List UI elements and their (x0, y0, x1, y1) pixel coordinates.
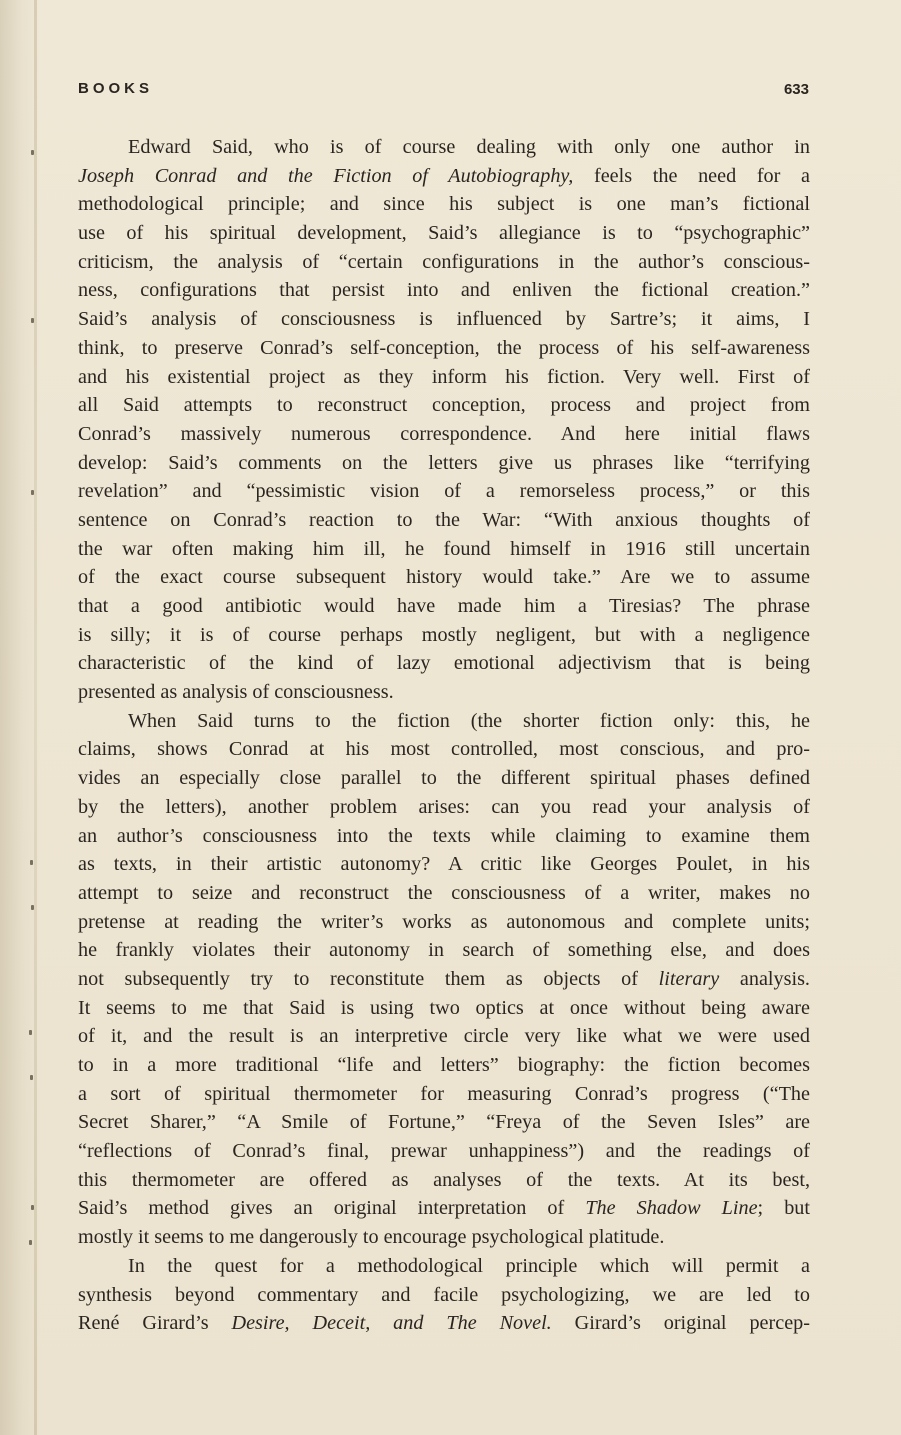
text-run: the war often making him ill, he found himself in 1916 still uncertain (78, 537, 810, 560)
text-run: to in a more traditional “life and letters” biography: the fiction becomes (78, 1054, 810, 1076)
text-run: develop: Said’s comments on the letters give us phrases like “terrifying (78, 451, 810, 474)
text-run: of the exact course subsequent history would take.” Are we to assume (78, 566, 810, 589)
text-run: revelation” and “pessimistic vision of a remorseless process,” or this (78, 480, 810, 503)
text-line (78, 190, 810, 219)
scan-speck (31, 318, 34, 323)
text-line (78, 822, 810, 851)
text-run: this thermometer are offered as analyses of the texts. At its best, (78, 1168, 810, 1191)
page-number: 633 (783, 81, 809, 98)
text-line (78, 1252, 810, 1281)
text-line (78, 1166, 810, 1195)
text-run: Girard’s original percep- (551, 1312, 810, 1335)
text-run: characteristic of the kind of lazy emotional adjectivism that is being (78, 652, 810, 675)
text-run: presented as analysis of consciousness. (78, 681, 394, 704)
text-run: synthesis beyond commentary and facile psychologizing, we are led to (78, 1283, 810, 1306)
text-run: that a good antibiotic would have made him a Tiresias? The phrase (78, 595, 810, 617)
text-line (78, 1137, 810, 1166)
text-line (78, 276, 810, 305)
text-run: claims, shows Conrad at his most controlled, most conscious, and pro- (78, 738, 810, 761)
text-run: It seems to me that Said is using two optics at once without being aware (78, 996, 810, 1019)
text-line (78, 391, 810, 420)
text-line (78, 908, 810, 937)
scan-speck (29, 1030, 32, 1035)
text-run: Conrad’s massively numerous correspondence. And here initial flaws (78, 422, 810, 445)
text-line (78, 879, 810, 908)
text-run: he frankly violates their autonomy in search of something else, and does (78, 939, 810, 962)
text-run: of it, and the result is an interpretive circle very like what we were used (78, 1025, 810, 1048)
scan-speck (31, 150, 34, 155)
italic-title: Joseph Conrad and the Fiction of Autobiography, (78, 164, 574, 187)
text-run: Secret Sharer,” “A Smile of Fortune,” “Freya of the Seven Isles” are (78, 1111, 810, 1134)
text-run: Edward Said, who is of course dealing with only one author in (128, 136, 810, 158)
text-line (78, 535, 810, 564)
text-line (78, 305, 810, 334)
text-line (78, 678, 810, 707)
text-run: vides an especially close parallel to the different spiritual phases defined (78, 767, 810, 790)
text-line (78, 133, 810, 162)
text-line (78, 1223, 810, 1252)
text-run: René Girard’s (78, 1312, 232, 1335)
scan-speck (29, 1240, 32, 1245)
binding-gutter (34, 0, 37, 1435)
text-line (78, 420, 810, 449)
text-run: an author’s consciousness into the texts while claiming to examine them (78, 824, 810, 847)
text-line (78, 850, 810, 879)
text-line (78, 449, 810, 478)
text-line (78, 1281, 810, 1310)
text-line (78, 621, 810, 650)
text-run: a sort of spiritual thermometer for measuring Conrad’s progress (“The (78, 1082, 810, 1105)
text-run: analysis. (719, 967, 810, 990)
italic-title: The Shadow Line (585, 1197, 758, 1220)
text-line (78, 965, 810, 994)
text-line (78, 1309, 810, 1338)
text-run: ; but (757, 1197, 810, 1220)
text-line (78, 1108, 810, 1137)
text-run: not subsequently try to reconstitute them as objects of (78, 967, 659, 990)
text-run: by the letters), another problem arises: can you read your analysis of (78, 795, 810, 818)
text-line (78, 1080, 810, 1109)
text-run: methodological principle; and since his subject is one man’s fictional (78, 193, 810, 216)
running-head: BOOKS (78, 80, 154, 97)
text-run: Said’s analysis of consciousness is influenced by Sartre’s; it aims, I (78, 308, 810, 331)
text-run: mostly it seems to me dangerously to encourage psychological platitude. (78, 1226, 665, 1249)
text-line (78, 793, 810, 822)
text-run: think, to preserve Conrad’s self-conception, the process of his self-awareness (78, 336, 810, 359)
text-line (78, 248, 810, 277)
italic-title: literary (658, 967, 720, 990)
text-run: and his existential project as they inform his fiction. Very well. First of (78, 365, 810, 388)
text-run: In the quest for a methodological principle which will permit a (128, 1254, 810, 1277)
text-line (78, 1194, 810, 1223)
text-run: “reflections of Conrad’s final, prewar unhappiness”) and the readings of (78, 1140, 810, 1163)
text-run: criticism, the analysis of “certain configurations in the author’s conscious- (78, 250, 810, 273)
text-line (78, 477, 810, 506)
text-run: as texts, in their artistic autonomy? A critic like Georges Poulet, in his (78, 853, 810, 876)
text-run: When Said turns to the fiction (the shorter fiction only: this, he (128, 709, 810, 732)
text-line (78, 764, 810, 793)
text-line (78, 219, 810, 248)
text-run: attempt to seize and reconstruct the consciousness of a writer, makes no (78, 881, 810, 904)
body-text (78, 133, 810, 1338)
scan-speck (30, 1075, 33, 1080)
scan-speck (30, 860, 33, 865)
text-line (78, 735, 810, 764)
scan-speck (31, 490, 34, 495)
scan-speck (31, 1205, 34, 1210)
text-line (78, 592, 810, 621)
text-line (78, 334, 810, 363)
text-line (78, 363, 810, 392)
text-line (78, 936, 810, 965)
scan-speck (31, 905, 34, 910)
text-line (78, 707, 810, 736)
text-line (78, 994, 810, 1023)
text-line (78, 506, 810, 535)
text-run: ness, configurations that persist into and enliven the fictional creation.” (78, 279, 810, 302)
text-run: sentence on Conrad’s reaction to the War: “With anxious thoughts of (78, 508, 810, 531)
text-run: is silly; it is of course perhaps mostly negligent, but with a negligence (78, 623, 810, 646)
text-run: all Said attempts to reconstruct conception, process and project from (78, 394, 810, 417)
text-run: use of his spiritual development, Said’s allegiance is to “psychographic” (78, 222, 810, 245)
text-run: feels the need for a (573, 164, 810, 187)
text-line (78, 1051, 810, 1080)
text-run: Said’s method gives an original interpretation of (78, 1197, 586, 1220)
text-line (78, 162, 810, 191)
italic-title: Desire, Deceit, and The Novel. (231, 1312, 552, 1335)
text-line (78, 563, 810, 592)
text-run: pretense at reading the writer’s works as autonomous and complete units; (78, 910, 810, 933)
text-line (78, 1022, 810, 1051)
text-line (78, 649, 810, 678)
